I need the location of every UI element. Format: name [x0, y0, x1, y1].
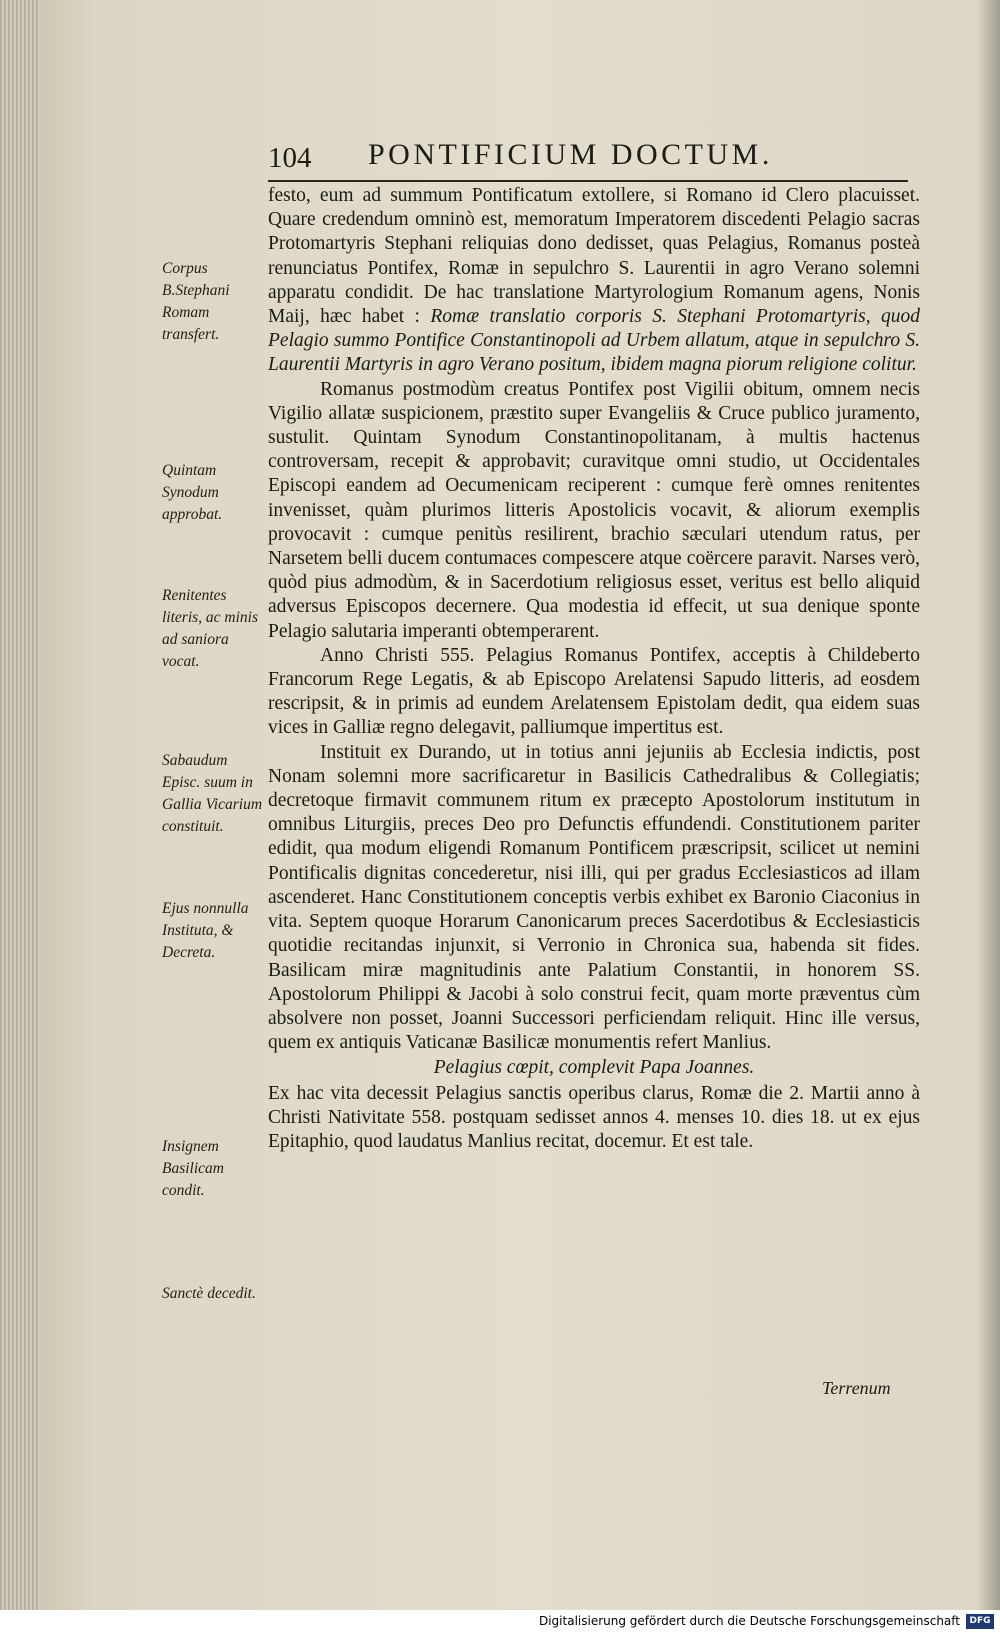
paragraph-2: Romanus postmodùm creatus Pontifex post Vigilii obitum, omnem necis Vigilio allatæ suspicionem, præstito super Evangeliis & Cruce publico juramento, sustulit. Quintam Synodum Constantinopolitanam, à multis hactenus controversam, recepit & approbavit; curavitque omni studio, ut Occidentales Episcopi eandem ad Oecumenicam reciperent : cumque ferè omnes renitentes invenisset, quàm plurimos litteris Apostolicis vocavit, & aliorum exemplis provocavit : cumque penitùs resilirent, brachio sæculari utendum ratus, per Narsetem belli ducem contumaces compescere atque coërcere paravit. Narses verò, quòd pius admodùm, & in Sacerdotium religiosus esset, veritus est bello aliquid adversus Episcopos decernere. Qua modestia id effecit, ut sua denique sponte Pelagio salutaria imperanti obtemperarent. [268, 378, 920, 642]
paragraph-1-text: festo, eum ad summum Pontificatum extollere, si Romano id Clero placuisset. Quare credendum omninò est, memoratum Imperatorem discedenti Pelagio sacras Protomartyris Stephani reliquias dono dedisset, quas Pelagius, Romanus posteà renunciatus Pontifex, Romæ in sepulchro S. Laurentii in agro Verano solemni apparatu condidit. De hac translatione Martyrologium Romanum agens, Nonis Maij, hæc habet : [268, 185, 920, 328]
catchword: Terrenum [822, 1378, 891, 1398]
footer-bar [0, 1610, 1000, 1634]
margin-note-3: Renitentes literis, ac minis ad saniora vocat. [162, 587, 259, 670]
margin-note-2: Quintam Synodum approbat. [162, 462, 223, 523]
header-rule [268, 180, 908, 182]
margin-note-7: Sanctè decedit. [162, 1285, 256, 1302]
paragraph-4: Instituit ex Durando, ut in totius anni jejuniis ab Ecclesia indictis, post Nonam solemni more sacrificaretur in Basilicis Cathedralibus & Collegiatis; decretoque firmavit communem ritum ex præcepto Apostolorum institutum in omnibus Liturgiis, preces Deo pro Defunctis effundendi. Constitutionem pariter edidit, qua modum eligendi Romanum Pontificem præscripsit, scilicet ut nemini Pontificalis dignitas concederetur, nisi illi, qui per gradus Ecclesiasticos ad illam ascenderet. Hanc Constitutionem conceptis verbis exhibet ex Baronio Ciaconius in vita. Septem quoque Horarum Canonicarum preces Sacerdotibus & Ecclesiasticis quotidie recitandas injunxit, si Verronio in Chronica sua, habenda sit fides. Basilicam miræ magnitudinis ante Palatium Constantii, in honorem SS. Apostolorum Philippi & Jacobi à solo construi fecit, quam morte præventus cùm absolvere non posset, Joanni Successori perficiendam reliquit. Hinc ille versus, quem ex antiquis Vaticanæ Basilicæ monumentis refert Manlius. [268, 741, 920, 1054]
verse-line: Pelagius cœpit, complevit Papa Joannes. [433, 1057, 755, 1079]
paragraph-3: Anno Christi 555. Pelagius Romanus Pontifex, acceptis à Childeberto Francorum Rege Legatis, & ab Episcopo Arelatensi Sapudo litteris, ad eosdem rescripsit, & in primis ad eundem Arelatensem Epistolam dedit, qua eidem suas vices in Galliæ regno delegavit, palliumque impertitus est. [268, 644, 920, 739]
paragraph-5: Ex hac vita decessit Pelagius sanctis operibus clarus, Romæ die 2. Martii anno à Christi Nativitate 558. postquam sedisset annos 4. menses 10. dies 18. ut ex ejus Epitaphio, quod laudatus Manlius recitat, docemur. Et est tale. [268, 1082, 920, 1152]
margin-note-6: Insignem Basilicam condit. [162, 1138, 224, 1199]
margin-note-1: Corpus B.Stephani Romam transfert. [162, 260, 230, 343]
page-number: 104 [268, 142, 312, 174]
margin-note-4: Sabaudum Episc. suum in Gallia Vicarium constituit. [162, 752, 263, 835]
gutter-shadow [976, 0, 1000, 1610]
margin-note-5: Ejus nonnulla Instituta, & Decreta. [162, 900, 249, 961]
book-page-edges [0, 0, 40, 1634]
digitization-credit: Digitalisierung gefördert durch die Deutsche Forschungsgemeinschaft [538, 1614, 960, 1628]
body-text [268, 184, 920, 1154]
dfg-logo: DFG [966, 1614, 994, 1629]
martyrology-quote: Romæ translatio corporis S. Stephani Protomartyris, quod Pelagio summo Pontifice Constantinopoli ad Urbem allatum, atque in sepulchro S. Laurentii Martyris in agro Verano positum, ibidem magna piorum religione colitur. [268, 306, 920, 376]
running-title: PONTIFICIUM DOCTUM. [368, 138, 773, 171]
running-head [268, 136, 848, 180]
paragraph-1 [268, 184, 920, 378]
